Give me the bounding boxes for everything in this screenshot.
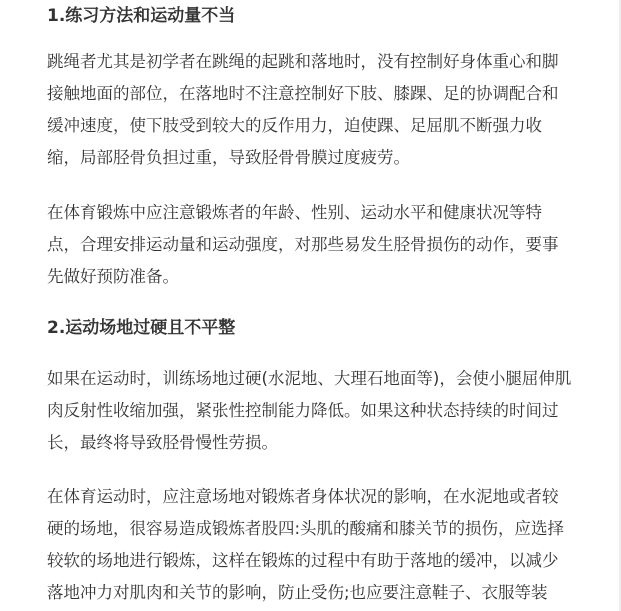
- text-line: 点，合理安排运动量和运动强度，对那些易发生胫骨损伤的动作，要事: [47, 235, 559, 254]
- section-2-heading: 2.运动场地过硬且不平整: [47, 318, 236, 338]
- section-1-paragraph-2: [47, 197, 607, 293]
- text-line: 落地冲力对肌肉和关节的影响，防止受伤;也应要注意鞋子、衣服等装: [47, 583, 548, 602]
- text-line: 缓冲速度，使下肢受到较大的反作用力，迫使踝、足屈肌不断强力收: [47, 116, 542, 135]
- text-line: 硬的场地，很容易造成锻炼者股四:头肌的酸痛和膝关节的损伤，应选择: [47, 519, 565, 538]
- text-line: 跳绳者尤其是初学者在跳绳的起跳和落地时，没有控制好身体重心和脚: [47, 52, 559, 71]
- text-line: 接触地面的部位，在落地时不注意控制好下肢、膝踝、足的协调配合和: [47, 84, 559, 103]
- text-line: 肉反射性收缩加强，紧张性控制能力降低。如果这种状态持续的时间过: [47, 401, 559, 420]
- text-line: 较软的场地进行锻炼，这样在锻炼的过程中有助于落地的缓冲，以减少: [47, 551, 559, 570]
- text-line: 缩，局部胫骨负担过重，导致胫骨骨膜过度疲劳。: [47, 148, 410, 167]
- text-line: 在体育锻炼中应注意锻炼者的年龄、性别、运动水平和健康状况等特: [47, 203, 542, 222]
- text-line: 如果在运动时，训练场地过硬(水泥地、大理石地面等)，会使小腿屈伸肌: [47, 369, 572, 388]
- section-2-paragraph-1: [47, 363, 607, 459]
- section-1-paragraph-1: [47, 46, 607, 174]
- section-2-paragraph-2: [47, 481, 607, 609]
- text-line: 长，最终将导致胫骨慢性劳损。: [47, 433, 278, 452]
- text-line: 先做好预防准备。: [47, 267, 179, 286]
- section-1-heading: 1.练习方法和运动量不当: [47, 6, 236, 26]
- text-line: 在体育运动时，应注意场地对锻炼者身体状况的影响，在水泥地或者较: [47, 487, 559, 506]
